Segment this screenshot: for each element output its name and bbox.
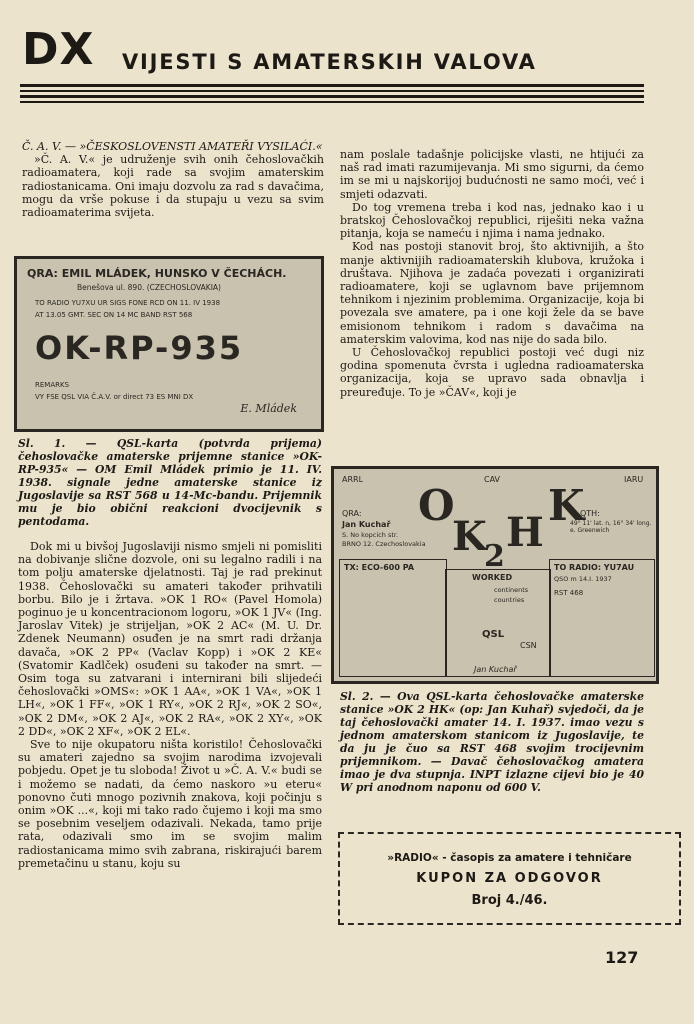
left-column-top (22, 140, 324, 219)
card1-line-2: AT 13.05 GMT. SEC ON 14 MC BAND RST 568 (35, 311, 193, 319)
card2-call-k1: K (452, 513, 487, 560)
card2-qra: QRA: (342, 509, 362, 518)
card2-call-o: O (418, 481, 455, 530)
left-paragraph-1: »Č. A. V.« je udruženje svih onih čehoslovačkih radioamatera, koji rade sa svojim amaterskim radiostanicama. Oni imaju dozvolu za rad s davačima, mogu da vrše pokuse i da stupaju u vezu sa svim radioamaterima svijeta. (22, 153, 324, 220)
right-column-bottom (340, 690, 644, 794)
card2-iaru: IARU (624, 475, 644, 484)
right-paragraph-2: Do tog vremena treba i kod nas, jednako kao i u bratskoj Čehoslovačkoj republici, riješiti neka važna pitanja, koja se nameću i njima i nama jednako. (340, 200, 644, 241)
coupon-magazine: »RADIO« - časopis za amatere i tehničare (387, 852, 632, 864)
card2-countries: countries (494, 596, 525, 604)
left-column-bottom (18, 437, 322, 870)
figure-caption-1: Sl. 1. — QSL-karta (potvrda prijema) čehoslovačke amaterske prijemne stanice »OK-RP-935« — OM Emil Mládek primio je 11. IV. 1938. signale jedne amaterske stanice iz Jugoslavije sa RST 568 u 14-Mc-bandu. Prijemnik mu je bio obični reakcioni dvocijevnik s pentodama. (18, 437, 322, 528)
card2-qso: QSO m 14.I. 1937 (554, 575, 612, 583)
qsl-card-ok2hk (331, 466, 659, 684)
card1-line-1: TO RADIO YU7XU UR SIGS FONE RCD ON 11. IV 1938 (35, 299, 221, 307)
qsl-card-ok-rp-935 (14, 256, 324, 432)
card2-operator: Jan Kuchař (342, 520, 391, 529)
card2-worked: WORKED (472, 573, 513, 582)
card1-address: Benešova ul. 890. (CZECHOSLOVAKIA) (77, 283, 221, 292)
card2-csn: CSN (520, 641, 537, 650)
page-number: 127 (605, 948, 639, 967)
reply-coupon (338, 832, 681, 925)
card1-signature: E. Mládek (240, 402, 297, 415)
left-paragraph-3: Sve to nije okupatoru ništa koristilo! Čehoslovački su amateri zajedno sa svojim narodima izvojevali pobjedu. Opet je tu sloboda! Život u »Č. A. V.« budi se i možemo se nadati, da ćemo naskoro »u eteru« ponovno čuti mnogo pozivnih znakova, koji počinju s onim »OK ...«, koji mi tako rado čujemo i koji ma smo se posebnim veseljem odazivali. Nekada, tamo prije rata, odazivali smo im se svojim malim radiostanicama mimo svih zabrana, riskirajući barem premetačinu u stanu, koju su (18, 738, 322, 870)
card2-address: S. No kopcich str. (342, 531, 399, 539)
card2-coords: 49° 11' lat. n, 16° 34' long. e. Greenwich (570, 520, 652, 534)
right-paragraph-4: U Čehoslovačkoj republici postoji već dugi niz godina spomenuta čvrsta i ugledna radioamaterska organizacija, koja se upravo sada obnavlja i preuređuje. To je »ČAV«, koji je (340, 346, 644, 399)
card2-rst: RST 468 (554, 589, 584, 597)
coupon-issue: Broj 4./46. (471, 893, 548, 908)
card2-qsl: QSL (482, 629, 505, 640)
card1-remarks: REMARKS (35, 381, 70, 389)
coupon-title: KUPON ZA ODGOVOR (416, 871, 603, 886)
card2-call-k2: K (548, 481, 585, 530)
card1-qra: QRA: EMIL MLÁDEK, HUNSKO V ČECHÁCH. (27, 267, 287, 280)
dx-logo: DX (22, 24, 95, 75)
section-heading: Č. A. V. — »ČESKOSLOVENSTI AMATEŘI VYSILAĆI.« (22, 140, 323, 153)
right-paragraph-3: Kod nas postoji stanovit broj, što aktivnijih, a što manje aktivnijih radioamaterskih klubova, kružoka i društava. Njihova je zadaća povezati i organizirati radioamatere, koji se uglavnom bave prijemnom tehnikom i njezinim problemima. Organizacije, koja bi povezala sve amatere, pa i one koji žele da se bave emisionom tehnikom i radom s davačima na amaterskim valovima, kod nas nije do sada bilo. (340, 240, 644, 346)
card2-continents: continents (494, 586, 529, 594)
card2-qth: QTH: (580, 509, 600, 518)
card2-arrl: ARRL (342, 475, 364, 484)
figure-caption-2: Sl. 2. — Ova QSL-karta čehoslovačke amaterske stanice »OK 2 HK« (op: Jan Kuhař) svjedoči, da je taj čehoslovački amater 14. I. 1937. imao vezu s jednom amaterskom stanicom iz Jugoslavije, te da ju je čuo sa RST 468 svojim trocijevnim prijemnikom. — Davač čehoslovačkog amatera imao je dva stupnja. INPT izlazne cijevi bio je 40 W pri anodnom naponu od 600 V. (340, 690, 644, 794)
card1-callsign: OK-RP-935 (35, 329, 244, 367)
right-column-top (340, 148, 644, 399)
card1-line-3: VY FSE QSL VIA Č.A.V. or direct 73 ES MNI DX (35, 393, 194, 401)
header-rules (20, 84, 644, 106)
card2-cav: CAV (484, 475, 501, 484)
right-paragraph-1: nam poslale tadašnje policijske vlasti, ne htijući za naš rad imati razumijevanja. Mi smo sigurni, da ćemo im se mi u najskorijoj budućnosti ne samo moći, već i smjeti odazvati. (340, 148, 644, 201)
page-title: VIJESTI S AMATERSKIH VALOVA (122, 50, 537, 74)
card2-call-2: 2 (484, 539, 505, 574)
card2-to-radio: TO RADIO: YU7AU (554, 563, 635, 572)
card2-tx-box (339, 559, 447, 677)
left-paragraph-2: Dok mi u bivšoj Jugoslaviji nismo smjeli ni pomisliti na dobivanje slične dozvole, oni su legalno radili i na tom polju amaterske djelatnosti. Taj je rad prekinut 1938. Čehoslovački su amateri također prihvatili borbu. Bilo je i žrtava. »OK 1 RO« (Pavel Homola) poginuo je u koncentracionom logoru, »OK 1 JV« (Ing. Jaroslav Vitek) je strijeljan, »OK 2 AC« (M. U. Dr. Zdenek Neumann) osuđen je na smrt radi držanja davača, »OK 2 PP« (Vaclav Kopp) i »OK 2 KE« (Svatomir Kadlček) osuđeni su također na smrt. — Osim toga su zatvarani i internirani bili slijedeći čehoslovački »OMS«: »OK 1 AA«, »OK 1 VA«, »OK 1 LH«, »OK 1 FF«, »OK 1 RY«, »OK 2 RJ«, »OK 2 SO«, »OK 2 DM«, »OK 2 AJ«, »OK 2 RA«, »OK 2 XY«, »OK 2 DD«, »OK 2 XF«, »OK 2 EL«. (18, 540, 322, 738)
card2-call-h: H (506, 509, 544, 556)
card2-city: BRNO 12. Czechoslovakia (342, 540, 426, 548)
card2-tx: TX: ECO-600 PA (344, 563, 415, 572)
card2-signature: Jan Kuchař (474, 665, 517, 674)
